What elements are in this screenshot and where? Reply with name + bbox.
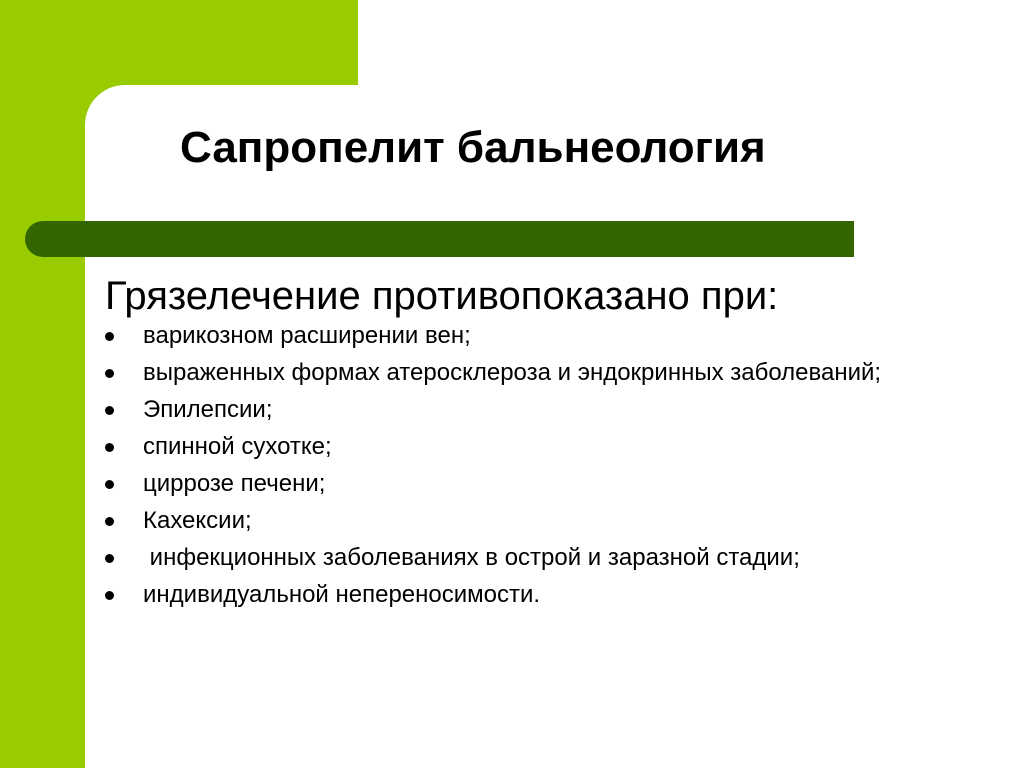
bullet-text: варикозном расширении вен;: [143, 322, 471, 349]
bullet-item: [105, 507, 985, 535]
bullet-text: индивидуальной непереносимости.: [143, 581, 541, 608]
bullet-dot-icon: [105, 480, 114, 489]
bullet-text: инфекционных заболеваниях в острой и заразной стадии;: [143, 544, 800, 571]
bullet-text: спинной сухотке;: [143, 433, 332, 460]
slide-title: Сапропелит бальнеология: [180, 123, 766, 172]
bullet-dot-icon: [105, 517, 114, 526]
bullet-dot-icon: [105, 443, 114, 452]
bullet-item: [105, 544, 985, 572]
title-divider-bar: [25, 221, 854, 257]
bullet-dot-icon: [105, 369, 114, 378]
bullet-dot-icon: [105, 406, 114, 415]
bullet-item: [105, 396, 985, 424]
bullet-text: циррозе печени;: [143, 470, 326, 497]
bullet-text: Кахексии;: [143, 507, 252, 534]
bullet-text: Эпилепсии;: [143, 396, 273, 423]
bullet-text: выраженных формах атеросклероза и эндокринных заболеваний;: [143, 359, 882, 386]
bullet-dot-icon: [105, 554, 114, 563]
bullet-item: [105, 359, 985, 387]
bullet-list: [105, 322, 985, 618]
bullet-dot-icon: [105, 332, 114, 341]
bullet-item: [105, 581, 985, 609]
bullet-item: [105, 433, 985, 461]
bullet-item: [105, 470, 985, 498]
bullet-item: [105, 322, 985, 350]
slide-subtitle: Грязелечение противопоказано при:: [105, 274, 779, 318]
bullet-dot-icon: [105, 591, 114, 600]
